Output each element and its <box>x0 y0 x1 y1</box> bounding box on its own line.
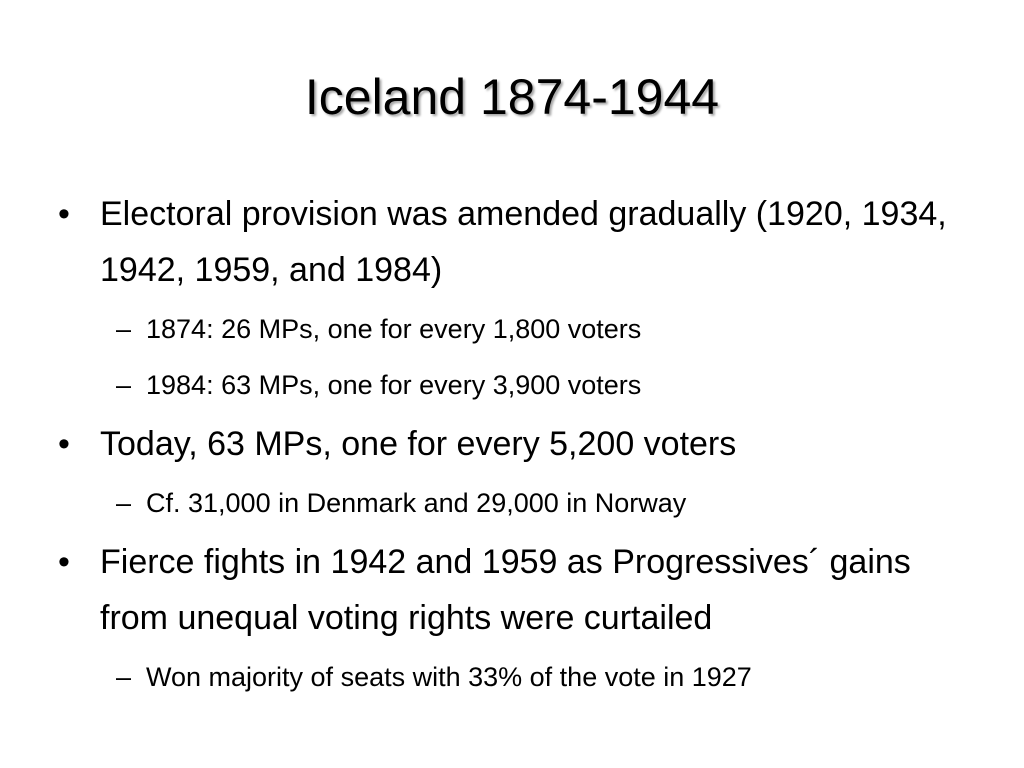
bullet-item <box>58 534 988 646</box>
sub-bullet-text: 1984: 63 MPs, one for every 3,900 voters <box>146 370 642 400</box>
bullet-item <box>58 416 988 472</box>
bullet-text: Electoral provision was amended gradually (1920, 1934, 1942, 1959, and 1984) <box>100 195 947 289</box>
bullet-text: Today, 63 MPs, one for every 5,200 voters <box>100 425 737 463</box>
sub-bullet-text: Cf. 31,000 in Denmark and 29,000 in Norway <box>146 488 687 518</box>
sub-bullet-text: 1874: 26 MPs, one for every 1,800 voters <box>146 314 642 344</box>
dash-marker: – <box>116 488 132 518</box>
bullet-marker: • <box>58 195 70 233</box>
bullet-item <box>58 186 988 298</box>
sub-bullet-text: Won majority of seats with 33% of the vote in 1927 <box>146 662 752 692</box>
slide-body <box>58 186 988 708</box>
slide-title: Iceland 1874-1944 <box>304 69 720 125</box>
sub-bullet-item <box>116 478 988 528</box>
dash-marker: – <box>116 314 132 344</box>
sub-bullet-item <box>116 360 988 410</box>
bullet-marker: • <box>58 543 70 581</box>
dash-marker: – <box>116 662 132 692</box>
sub-bullet-item <box>116 304 988 354</box>
bullet-text: Fierce fights in 1942 and 1959 as Progressives´ gains from unequal voting rights were curtailed <box>100 543 911 637</box>
dash-marker: – <box>116 370 132 400</box>
bullet-marker: • <box>58 425 70 463</box>
sub-bullet-item <box>116 652 988 702</box>
